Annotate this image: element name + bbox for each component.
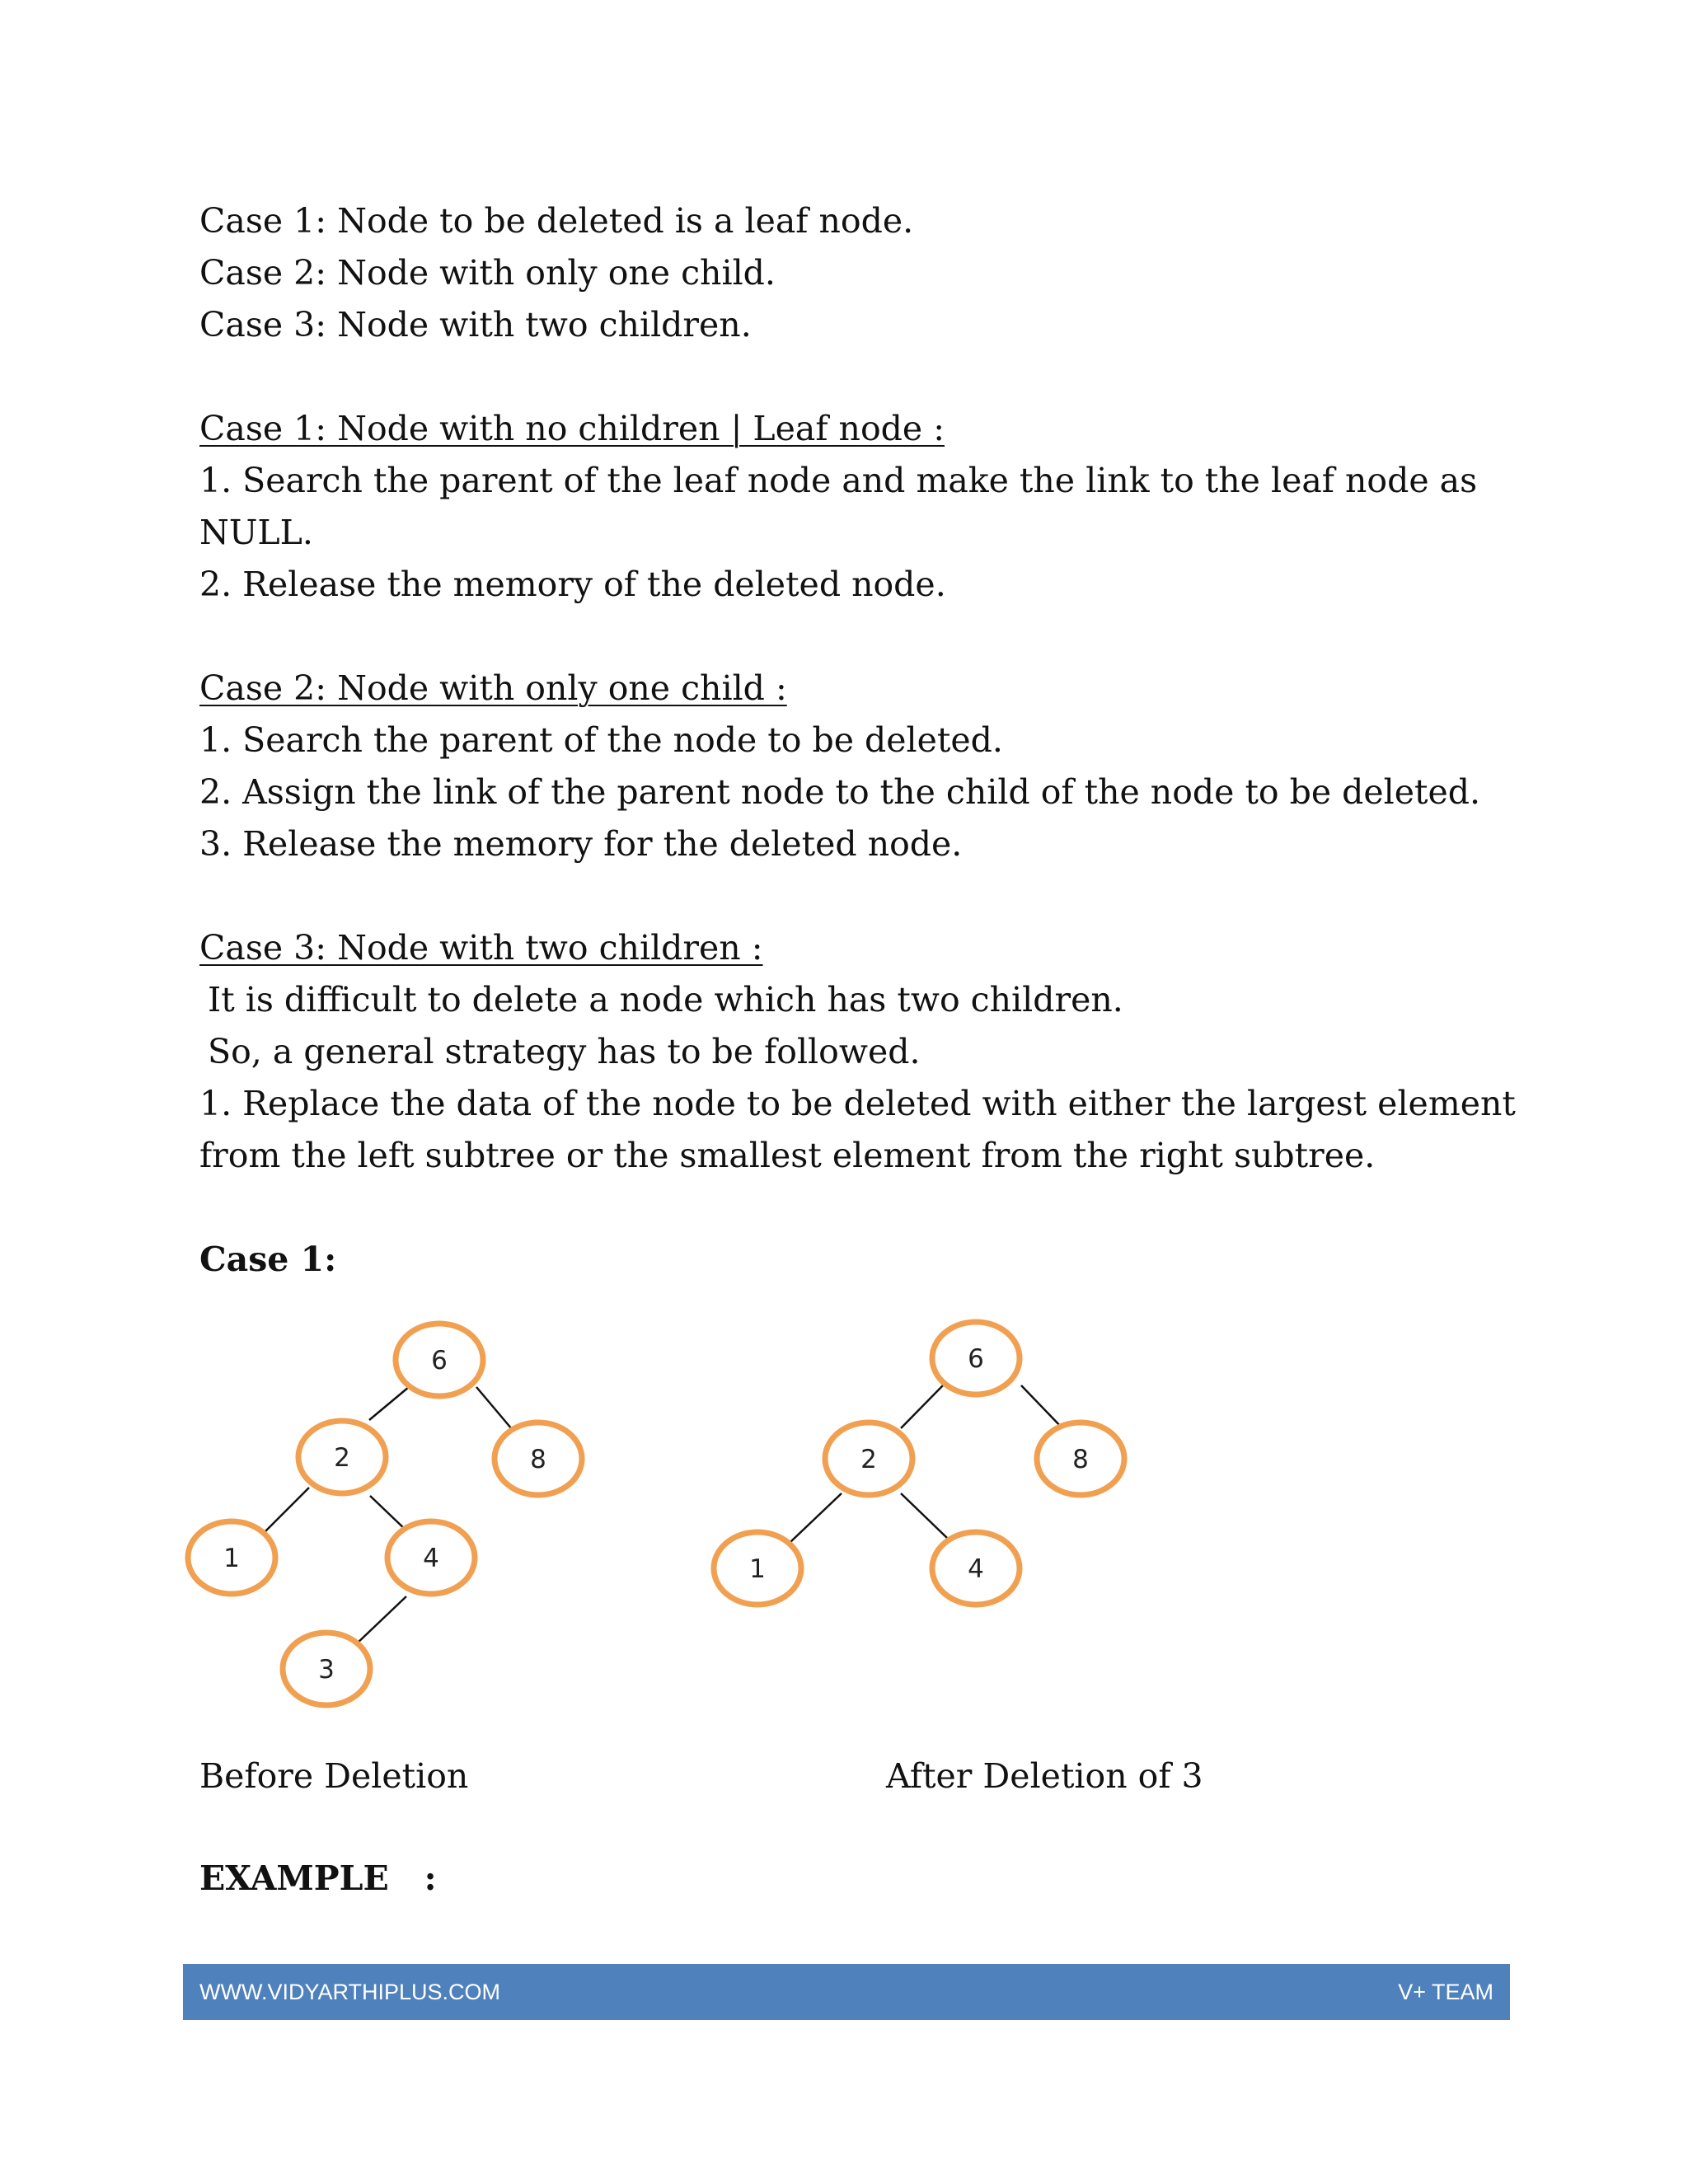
edge-6-2 (369, 1387, 409, 1420)
before-node-1 (188, 1521, 275, 1594)
after-node-2 (825, 1422, 912, 1495)
after-node-8 (1037, 1422, 1124, 1495)
edge-after-2-4 (901, 1493, 947, 1538)
svg-text:1: 1 (223, 1544, 240, 1573)
footer-team: V+ TEAM (1398, 1979, 1493, 2004)
svg-text:8: 8 (1072, 1445, 1089, 1474)
example-case-label: Case 1: (199, 1240, 337, 1279)
page-footer (183, 1964, 1510, 2020)
before-node-4 (387, 1521, 475, 1594)
tree-before-nodes (188, 1324, 582, 1705)
svg-text:2: 2 (860, 1445, 877, 1474)
section-1-step-1a: 1. Search the parent of the leaf node and make the link to the leaf node as (199, 461, 1478, 500)
section-3-step-1a: 1. Replace the data of the node to be deleted with either the largest element (199, 1084, 1516, 1123)
caption-after-deletion: After Deletion of 3 (886, 1756, 1203, 1796)
tree-before-edges (264, 1387, 512, 1645)
edge-after-6-8 (1021, 1385, 1063, 1429)
section-2-step-2: 2. Assign the link of the parent node to the child of the node to be deleted. (199, 772, 1481, 812)
svg-text:1: 1 (749, 1554, 766, 1584)
caption-before-deletion: Before Deletion (199, 1756, 469, 1796)
edge-after-2-1 (790, 1493, 842, 1542)
section-2-heading: Case 2: Node with only one child : (199, 668, 787, 708)
edge-6-8 (476, 1387, 512, 1429)
section-2-step-3: 3. Release the memory for the deleted node. (199, 824, 963, 864)
before-node-6 (396, 1324, 483, 1396)
before-node-2 (298, 1421, 386, 1493)
section-1-step-1b: NULL. (199, 513, 313, 552)
intro-case-1: Case 1: Node to be deleted is a leaf node. (199, 201, 914, 241)
intro-case-3: Case 3: Node with two children. (199, 305, 752, 344)
edge-2-1 (264, 1488, 309, 1533)
section-3-line-1: It is difficult to delete a node which has two children. (208, 980, 1123, 1019)
section-3-step-1b: from the left subtree or the smallest element from the right subtree. (199, 1136, 1376, 1175)
section-1-step-2: 2. Release the memory of the deleted node. (199, 565, 946, 604)
svg-text:4: 4 (423, 1544, 439, 1573)
section-1-heading: Case 1: Node with no children | Leaf node : (199, 409, 945, 448)
section-3-line-2: So, a general strategy has to be followed. (208, 1032, 921, 1071)
after-node-6 (932, 1322, 1020, 1394)
section-2-step-1: 1. Search the parent of the node to be deleted. (199, 720, 1003, 760)
after-node-1 (714, 1532, 801, 1605)
edge-2-4 (370, 1496, 407, 1531)
svg-text:3: 3 (318, 1655, 335, 1685)
before-node-8 (495, 1422, 582, 1495)
tree-after-nodes (714, 1322, 1124, 1605)
svg-text:2: 2 (334, 1443, 350, 1473)
edge-after-6-2 (901, 1385, 944, 1428)
section-3-heading: Case 3: Node with two children : (199, 928, 763, 968)
before-node-3 (283, 1633, 370, 1705)
edge-4-3 (355, 1596, 406, 1645)
svg-text:6: 6 (968, 1344, 984, 1374)
footer-website: WWW.VIDYARTHIPLUS.COM (199, 1979, 501, 2004)
svg-text:6: 6 (431, 1346, 448, 1376)
intro-case-2: Case 2: Node with only one child. (199, 253, 776, 293)
after-node-4 (932, 1532, 1020, 1605)
svg-text:4: 4 (968, 1554, 984, 1584)
example-label: EXAMPLE : (199, 1858, 437, 1898)
svg-text:8: 8 (530, 1445, 546, 1474)
